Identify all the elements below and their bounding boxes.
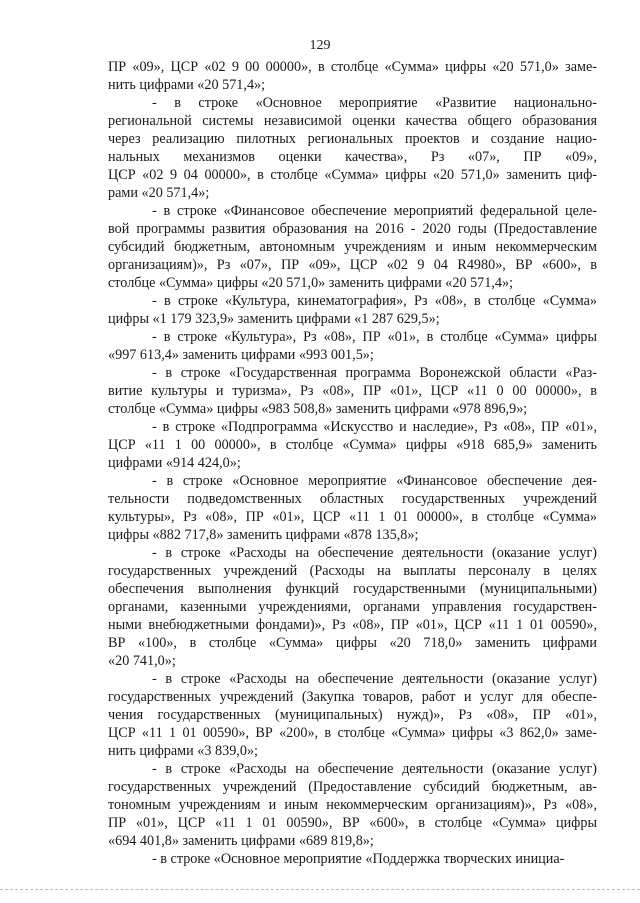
text-line: рами «20 571,4»; — [108, 185, 210, 201]
text-line: государственных учреждений (Предоставление субсидий бюджетным, ав- — [108, 779, 597, 795]
text-line: региональной системы независимой оценки качества общего образования — [108, 113, 597, 129]
text-line: столбце «Сумма» цифры «983 508,8» заменить цифрами «978 896,9»; — [108, 401, 528, 417]
text-line: ЦСР «02 9 04 00000», в столбце «Сумма» цифры «20 571,0» заменить циф- — [108, 167, 597, 183]
text-line: ПР «09», ЦСР «02 9 00 00000», в столбце «Сумма» цифры «20 571,0» заме- — [108, 59, 597, 75]
document-body — [108, 58, 597, 868]
text-line: нальных механизмов оценки качества», Рз «07», ПР «09», — [108, 149, 597, 165]
text-line: - в строке «Государственная программа Воронежской области «Раз- — [152, 365, 597, 381]
text-line: - в строке «Расходы на обеспечение деятельности (оказание услуг) — [152, 671, 597, 687]
text-line: - в строке «Основное мероприятие «Развитие национально- — [152, 95, 597, 111]
text-line: столбце «Сумма» цифры «20 571,0» заменить цифрами «20 571,4»; — [108, 275, 514, 291]
text-line: - в строке «Основное мероприятие «Финансовое обеспечение дея- — [152, 473, 597, 489]
text-line: - в строке «Культура», Рз «08», ПР «01», в столбце «Сумма» цифры — [152, 329, 597, 345]
text-line: цифрами «914 424,0»; — [108, 455, 241, 471]
text-line: ВР «100», в столбце «Сумма» цифры «20 718,0» заменить цифрами — [108, 635, 597, 651]
text-line: нить цифрами «20 571,4»; — [108, 77, 266, 93]
text-line: чения государственных (муниципальных) нужд)», Рз «08», ПР «01», — [108, 707, 597, 723]
text-line: - в строке «Культура, кинематография», Рз «08», в столбце «Сумма» — [152, 293, 597, 309]
text-line: культуры», Рз «08», ПР «01», ЦСР «11 1 01 00000», в столбце «Сумма» — [108, 509, 597, 525]
text-line: тономным учреждениям и иным некоммерческим организациям)», Рз «08», — [108, 797, 597, 813]
text-line: - в строке «Подпрограмма «Искусство и наследие», Рз «08», ПР «01», — [152, 419, 597, 435]
text-line: - в строке «Основное мероприятие «Поддержка творческих инициа- — [152, 851, 565, 867]
text-line: «997 613,4» заменить цифрами «993 001,5»; — [108, 347, 374, 363]
text-line: витие культуры и туризма», Рз «08», ПР «01», ЦСР «11 0 00 00000», в — [108, 383, 597, 399]
text-line: органами, казенными учреждениями, органами управления государствен- — [108, 599, 597, 615]
text-line: цифры «882 717,8» заменить цифрами «878 135,8»; — [108, 527, 419, 543]
page-number: 129 — [309, 38, 331, 53]
text-line: ными внебюджетными фондами)», Рз «08», ПР «01», ЦСР «11 1 01 00590», — [108, 617, 597, 633]
text-line: через реализацию пилотных региональных проектов и создание нацио- — [108, 131, 597, 147]
text-line: вой программы развития образования на 2016 - 2020 годы (Предоставление — [108, 221, 597, 237]
text-line: ПР «01», ЦСР «11 1 01 00590», ВР «600», в столбце «Сумма» цифры — [108, 815, 597, 831]
text-line: субсидий бюджетным, автономным учреждениям и иным некоммерческим — [108, 239, 597, 255]
text-line: ЦСР «11 1 01 00590», ВР «200», в столбце «Сумма» цифры «3 862,0» заме- — [108, 725, 597, 741]
text-line: ЦСР «11 1 00 00000», в столбце «Сумма» цифры «918 685,9» заменить — [108, 437, 597, 453]
text-line: организациям)», Рз «07», ПР «09», ЦСР «02 9 04 R4980», ВР «600», в — [108, 257, 597, 273]
text-line: - в строке «Расходы на обеспечение деятельности (оказание услуг) — [152, 761, 597, 777]
text-line: государственных учреждений (Расходы на выплаты персоналу в целях — [108, 563, 597, 579]
text-line: обеспечения выполнения функций государственными (муниципальными) — [108, 581, 597, 597]
text-line: тельности подведомственных областных государственных учреждений — [108, 491, 597, 507]
text-line: - в строке «Расходы на обеспечение деятельности (оказание услуг) — [152, 545, 597, 561]
text-line: цифры «1 179 323,9» заменить цифрами «1 287 629,5»; — [108, 311, 440, 327]
text-line: нить цифрами «3 839,0»; — [108, 743, 258, 759]
text-line: «694 401,8» заменить цифрами «689 819,8»; — [108, 833, 374, 849]
text-line: государственных учреждений (Закупка товаров, работ и услуг для обеспе- — [108, 689, 597, 705]
text-line: «20 741,0»; — [108, 653, 176, 669]
text-line: - в строке «Финансовое обеспечение мероприятий федеральной целе- — [152, 203, 597, 219]
page-bottom-rule — [0, 889, 640, 891]
